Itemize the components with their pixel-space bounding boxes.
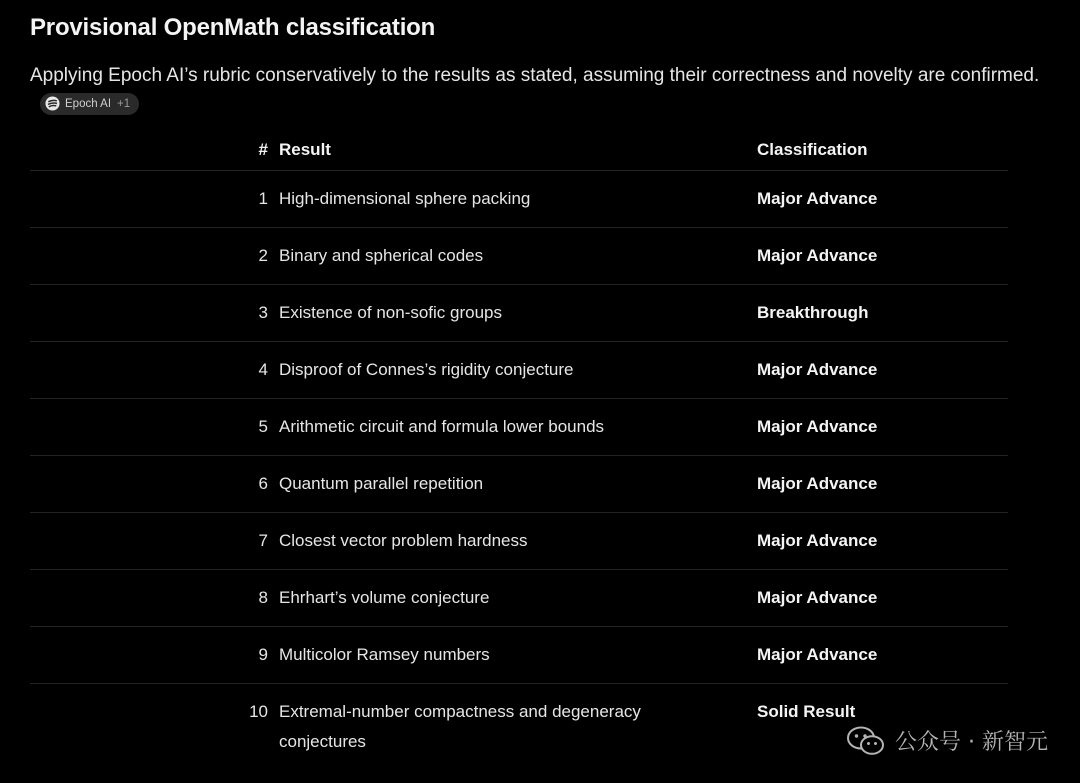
table-row [30,228,1008,285]
row-classification: Major Advance [757,189,878,208]
row-number: 9 [258,645,268,664]
row-result: Extremal-number compactness and degeneracy conjectures [279,702,641,751]
wechat-icon [847,726,885,756]
row-result: Disproof of Connes’s rigidity conjecture [279,360,574,379]
table-row [30,399,1008,456]
intro-text: Applying Epoch AI’s rubric conservatively to the results as stated, assuming their correctness and novelty are confirmed. [30,65,1040,86]
column-header-result: Result [279,140,331,159]
row-classification: Major Advance [757,474,878,493]
row-classification: Breakthrough [757,303,869,322]
row-result: Arithmetic circuit and formula lower bounds [279,417,605,436]
row-number: 5 [258,417,268,436]
table-row [30,513,1008,570]
column-header-number: # [258,140,268,159]
row-number: 6 [258,474,268,493]
row-number: 8 [258,588,268,607]
epoch-logo-icon [45,96,60,111]
table-row [30,570,1008,627]
row-result: Existence of non-sofic groups [279,303,503,322]
row-result: Closest vector problem hardness [279,531,528,550]
row-result: Ehrhart’s volume conjecture [279,588,490,607]
classification-table [30,130,1008,764]
row-number: 2 [258,246,268,265]
row-result: Quantum parallel repetition [279,474,484,493]
row-classification: Solid Result [757,702,856,721]
table-row [30,285,1008,342]
row-classification: Major Advance [757,531,878,550]
row-classification: Major Advance [757,246,878,265]
wechat-watermark [847,725,1048,756]
row-result: Binary and spherical codes [279,246,484,265]
source-chip-label: Epoch AI [65,97,112,110]
row-number: 7 [258,531,268,550]
table-row [30,171,1008,228]
row-classification: Major Advance [757,645,878,664]
row-result: Multicolor Ramsey numbers [279,645,490,664]
row-number: 1 [258,189,268,208]
page-title: Provisional OpenMath classification [30,14,436,41]
table-header [30,130,1008,171]
intro-paragraph [30,60,1040,124]
row-classification: Major Advance [757,588,878,607]
table-row [30,456,1008,513]
watermark-text: 公众号 · 新智元 [895,730,1048,755]
row-classification: Major Advance [757,417,878,436]
source-chip-count: +1 [117,97,131,110]
table-row [30,627,1008,684]
source-chip[interactable] [40,93,139,115]
column-header-classification: Classification [757,140,868,159]
table-row [30,342,1008,399]
row-number: 3 [258,303,268,322]
row-number: 10 [249,702,268,721]
row-classification: Major Advance [757,360,878,379]
row-result: High-dimensional sphere packing [279,189,531,208]
row-number: 4 [258,360,268,379]
